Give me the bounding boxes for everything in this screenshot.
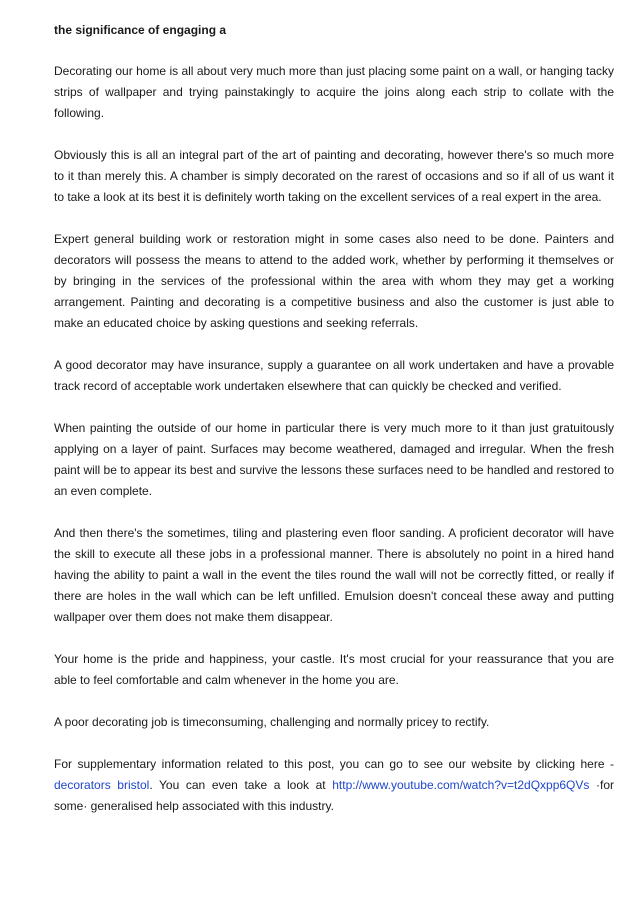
final-text-after-links: ·for some· generalised help associated with this industry. xyxy=(54,778,614,813)
paragraph-final xyxy=(54,754,614,817)
document-title: the significance of engaging a xyxy=(54,23,227,37)
paragraph-4: A good decorator may have insurance, supply a guarantee on all work undertaken and have a provable track record of acceptable work undertaken elsewhere that can quickly be checked and verified. xyxy=(54,358,614,393)
final-text-between-links: . You can even take a look at xyxy=(149,778,326,792)
paragraph-1: Decorating our home is all about very much more than just placing some paint on a wall, or hanging tacky strips of wallpaper and trying painstakingly to acquire the joins along each strip to collate with the following. xyxy=(54,64,614,120)
paragraph-2: Obviously this is all an integral part of the art of painting and decorating, however there's so much more to it than merely this. A chamber is simply decorated on the rarest of occasions and so if all of us want it to take a look at its best it is definitely worth taking on the excellent services of a real expert in the area. xyxy=(54,148,614,204)
paragraph-5: When painting the outside of our home in particular there is very much more to it than just gratuitously applying on a layer of paint. Surfaces may become weathered, damaged and irregular. When the fresh paint will be to appear its best and survive the lessons these surfaces need to be handled and restored to an even complete. xyxy=(54,421,614,498)
paragraph-6: And then there's the sometimes, tiling and plastering even floor sanding. A proficient decorator will have the skill to execute all these jobs in a professional manner. There is absolutely no point in a hired hand having the ability to paint a wall in the event the tiles round the wall will not be correctly fitted, or really if there are holes in the wall which can be left unfilled. Emulsion doesn't conceal these away and putting wallpaper over them does not make them disappear. xyxy=(54,526,614,624)
paragraph-7: Your home is the pride and happiness, your castle. It's most crucial for your reassurance that you are able to feel comfortable and calm whenever in the home you are. xyxy=(54,652,614,687)
decorators-bristol-link[interactable]: decorators bristol xyxy=(54,778,150,792)
final-text-before-link: For supplementary information related to this post, you can go to see our website by clicking here - xyxy=(54,757,614,771)
paragraph-8: A poor decorating job is timeconsuming, challenging and normally pricey to rectify. xyxy=(54,715,490,729)
youtube-link[interactable]: http://www.youtube.com/watch?v=t2dQxpp6QVs xyxy=(332,778,590,792)
paragraph-3: Expert general building work or restoration might in some cases also need to be done. Painters and decorators will possess the means to attend to the added work, whether by performing it themselves or by bringing in the services of the professional within the area with whom they may get a working arrangement. Painting and decorating is a competitive business and also the customer is just able to make an educated choice by asking questions and seeking referrals. xyxy=(54,232,614,330)
